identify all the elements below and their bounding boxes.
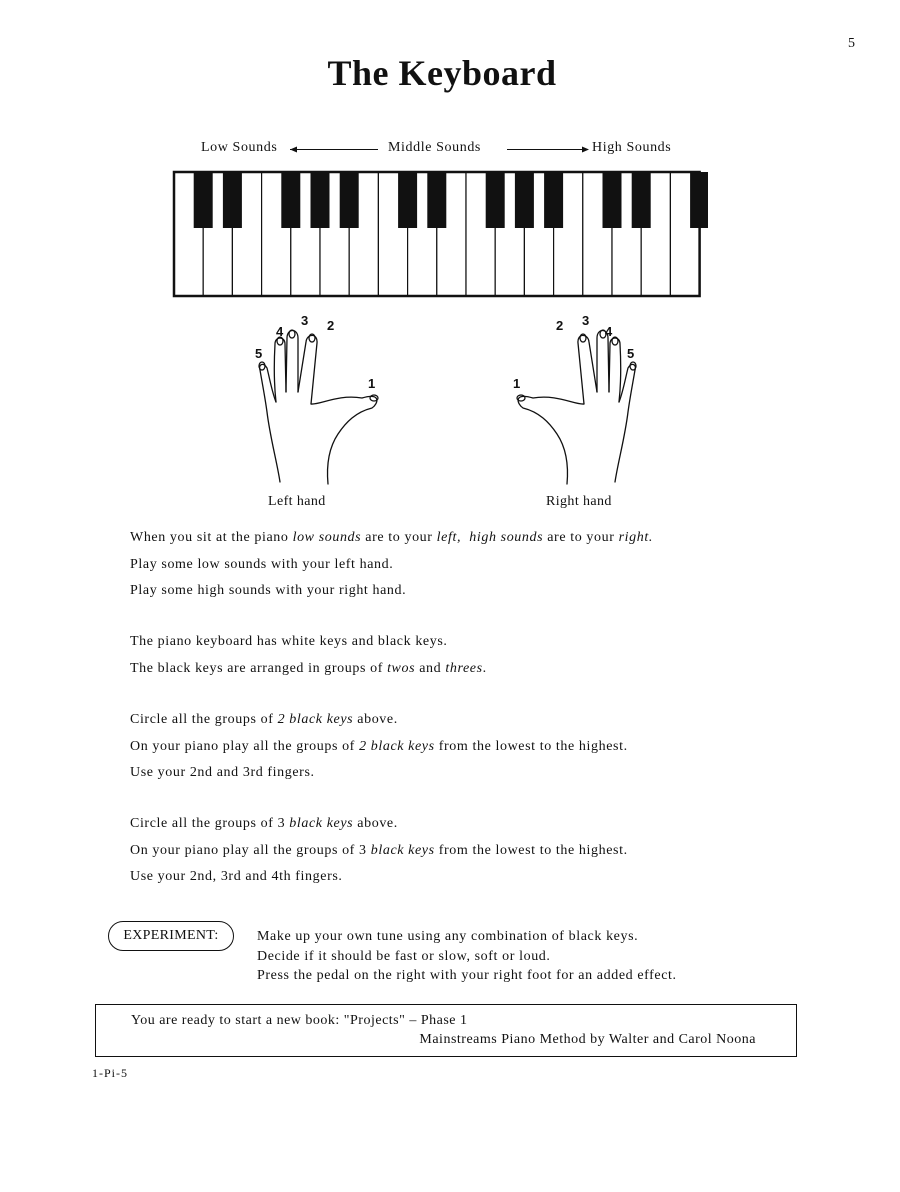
black-key (690, 172, 708, 228)
high-sounds-label: High Sounds (592, 140, 672, 155)
page-code: 1-Pi-5 (92, 1066, 128, 1080)
right-finger-1: 1 (513, 376, 521, 391)
black-key (194, 172, 213, 228)
next-book-notice (95, 1004, 797, 1057)
page-title: The Keyboard (327, 53, 557, 93)
left-arrowhead-icon (290, 146, 298, 153)
experiment-line: Press the pedal on the right with your right foot for an added effect. (257, 968, 677, 983)
notice-line-2: Mainstreams Piano Method by Walter and Carol Noona (419, 1032, 756, 1047)
black-key (223, 172, 242, 228)
left-finger-3: 3 (301, 313, 309, 328)
text-line: Circle all the groups of 2 black keys above. (130, 712, 398, 727)
black-key (486, 172, 505, 228)
black-key (427, 172, 446, 228)
right-finger-3: 3 (582, 313, 590, 328)
text-line: On your piano play all the groups of 2 black keys from the lowest to the highest. (130, 738, 628, 754)
left-finger-2: 2 (327, 318, 335, 333)
low-sounds-label: Low Sounds (201, 140, 278, 155)
text-line: Play some low sounds with your left hand. (130, 556, 394, 572)
notice-line-1: You are ready to start a new book: "Projects" – Phase 1 (131, 1013, 468, 1028)
left-hand-illustration (250, 312, 390, 487)
right-hand-label: Right hand (546, 494, 612, 509)
right-finger-5: 5 (627, 346, 635, 361)
black-key (398, 172, 417, 228)
text-line: Use your 2nd and 3rd fingers. (130, 765, 315, 780)
paragraph-sounds (130, 525, 653, 605)
experiment-text (257, 927, 677, 986)
text-line: Play some high sounds with your right hand. (130, 583, 407, 598)
black-key (281, 172, 300, 228)
black-key (544, 172, 563, 228)
low-sounds-arrow (290, 149, 378, 150)
paragraph-two-black-keys (130, 707, 628, 787)
experiment-line: Make up your own tune using any combination of black keys. (257, 929, 639, 944)
piano-keyboard (172, 170, 708, 300)
high-sounds-arrow (507, 149, 587, 150)
experiment-line: Decide if it should be fast or slow, soft or loud. (257, 948, 551, 964)
paragraph-keys (130, 629, 487, 682)
text-line: Circle all the groups of 3 black keys above. (130, 816, 398, 831)
page-number: 5 (848, 36, 855, 51)
black-key (515, 172, 534, 228)
left-finger-1: 1 (368, 376, 376, 391)
black-key (603, 172, 622, 228)
black-key (632, 172, 651, 228)
right-hand-illustration (505, 312, 645, 487)
right-finger-4: 4 (605, 324, 613, 339)
text-line: Use your 2nd, 3rd and 4th fingers. (130, 869, 343, 884)
paragraph-three-black-keys (130, 811, 628, 891)
experiment-badge: EXPERIMENT: (108, 921, 234, 951)
left-hand-label: Left hand (268, 494, 326, 509)
left-finger-4: 4 (276, 324, 284, 339)
text-line: On your piano play all the groups of 3 black keys from the lowest to the highest. (130, 842, 628, 858)
black-key (311, 172, 330, 228)
right-arrowhead-icon (582, 146, 590, 153)
text-line: The piano keyboard has white keys and black keys. (130, 634, 448, 649)
text-line: The black keys are arranged in groups of twos and threes. (130, 660, 487, 676)
right-finger-2: 2 (556, 318, 564, 333)
text-line: When you sit at the piano low sounds are to your left, high sounds are to your right. (130, 530, 653, 545)
black-key (340, 172, 359, 228)
left-finger-5: 5 (255, 346, 263, 361)
middle-sounds-label: Middle Sounds (388, 140, 481, 155)
